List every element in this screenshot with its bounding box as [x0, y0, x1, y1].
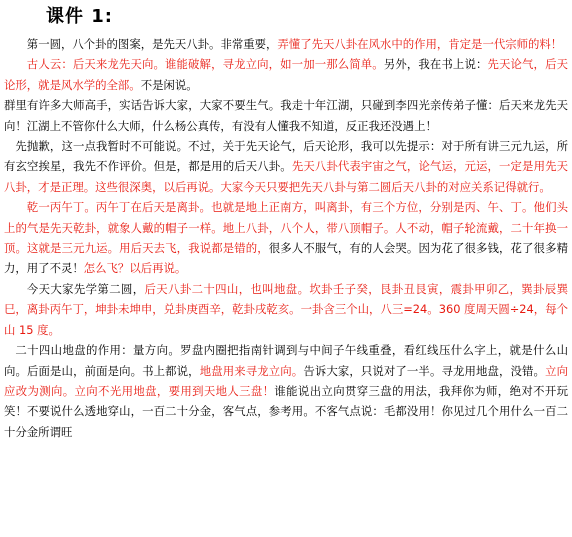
- paragraph-6: [4, 279, 568, 340]
- highlighted-text: 怎么飞？以后再说。: [83, 261, 187, 276]
- body-text: 今天大家先学第二圆，: [26, 281, 145, 296]
- body-text: 告诉大家，只说对了一半。寻龙用地盘，没错。: [303, 363, 546, 378]
- body-text: 第一圆，八个卦的图案，是先天八卦。非常重要，: [26, 37, 278, 51]
- body-text: 很多人不服气，有的人会哭。因为花了很多钱，花了很多精力，用了不灵！: [4, 241, 568, 276]
- paragraph-2: [4, 54, 568, 95]
- highlighted-text: 古人云：后天来龙先天向。谁能破解，寻龙立向，如一加一那么简单。: [26, 57, 384, 72]
- document: [4, 0, 568, 442]
- paragraph-1: [4, 34, 568, 54]
- highlighted-text: 弄懂了先天八卦在风水中的作用，肯定是一代宗师的料！: [277, 37, 563, 51]
- paragraph-5: [4, 197, 568, 279]
- highlighted-text: 乾一丙午丁。丙午丁在后天是离卦。也就是地上正南方，叫离卦，有三个方位，分别是丙、午、丁。他们头上的气是先天乾卦，就象人戴的帽子一样。地上八卦，八个人，带八顶帽子。人不动，帽子轮流戴，二十年换一顶。这就是三元九运。用后天去飞，我说都是错的，: [4, 200, 568, 256]
- page-title: 课件 1:: [46, 6, 113, 27]
- highlighted-text: 立向应改为测向。立向不光用地盘，要用到天地人三盘！: [4, 363, 568, 398]
- highlighted-text: 地盘用来寻龙立向。: [199, 363, 304, 378]
- body-text: 不是闲说。: [140, 77, 198, 92]
- paragraph-4: [4, 136, 568, 197]
- body-text: 谁能说出立向贯穿三盘的用法，我拜你为师，绝对不开玩笑！不要说什么透地穿山，一百二十分金，客气点，参考用。不客气点说：毛都没用！你见过几个用什么一百二十分金所谓旺: [4, 383, 568, 439]
- highlighted-text: 先天八卦代表宇宙之气，论气运，元运，一定是用先天八卦，才是正理。这些很深奥，以后再说。大家今天只要把先天八卦与第二圆后天八卦的对应关系记得就行。: [4, 159, 568, 194]
- highlighted-text: 先天论气，后天论形，就是风水学的全部。: [4, 57, 568, 92]
- highlighted-text: 后天八卦二十四山，也叫地盘。坎卦壬子癸，艮卦丑艮寅，震卦甲卯乙，巽卦辰巽巳，离卦丙午丁，坤卦未坤申，兑卦庚酉辛，乾卦戌乾亥。一卦含三个山，八三=24。360 度周天圆÷24，每个山 15 度。: [4, 281, 568, 337]
- paragraph-3: [4, 95, 568, 136]
- document-body: [4, 34, 568, 442]
- body-text: 另外，我在书上说：: [383, 57, 488, 72]
- paragraph-7: [4, 340, 568, 442]
- body-text: 先抛歉，这一点我暂时不可能说。不过，关于先天论气，后天论形，我可以先提示：对于所有讲三元九运，所有玄空挨星，我先不作评价。但是，都是用的后天八卦。: [4, 139, 568, 174]
- body-text: 群里有许多大师高手，实话告诉大家，大家不要生气。我走十年江湖，只碰到李四光亲传弟子懂：后天来龙先天向！江湖上不管你什么大师，什么杨公真传，有没有人懂我不知道，反正我还没遇上！: [4, 98, 568, 133]
- body-text: 二十四山地盘的作用：量方向。罗盘内圈把指南针调到与中间子午线重叠，看红线压什么字上，就是什么山向。后面是山，前面是向。书上都说，: [4, 343, 568, 378]
